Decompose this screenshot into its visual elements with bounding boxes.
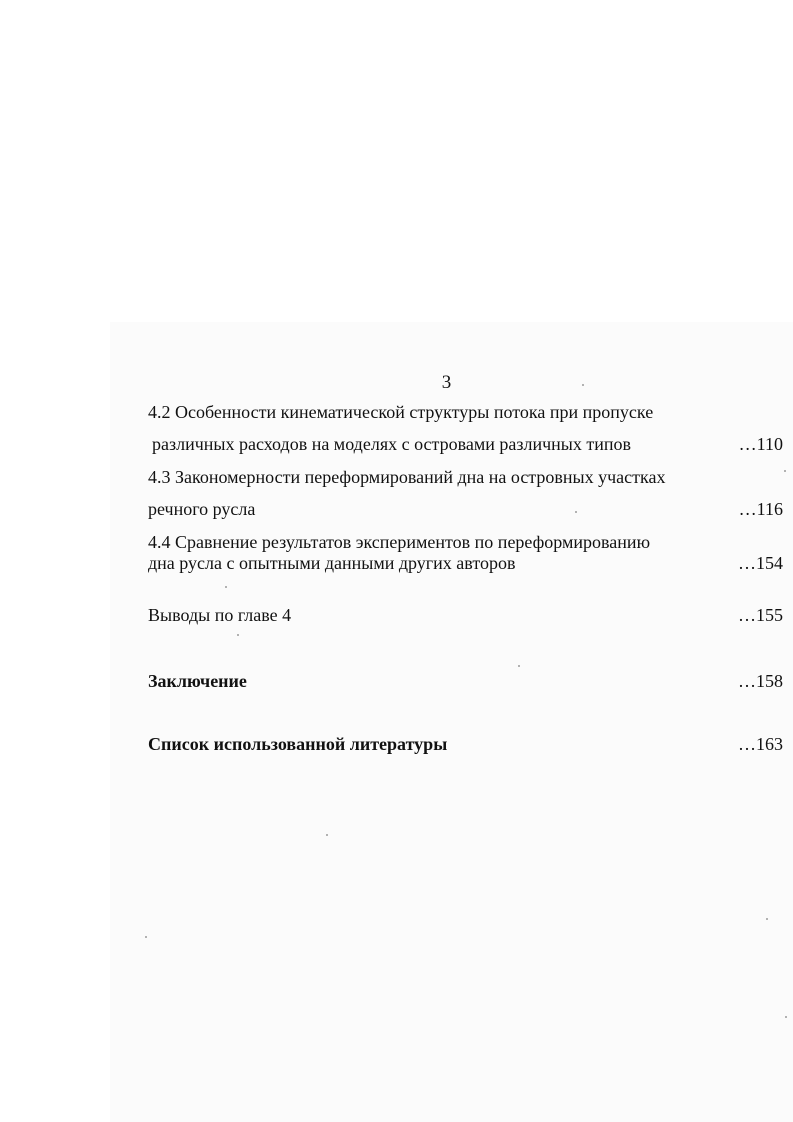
toc-entry-conclusions-ch4: Выводы по главе 4	[148, 605, 292, 625]
toc-entry-references-page: …163	[738, 734, 783, 754]
toc-entry-4-2-line-2: различных расходов на моделях с островами различных типов	[152, 434, 632, 454]
scan-speck	[575, 511, 577, 513]
toc-entry-conclusion: Заключение	[148, 671, 247, 691]
page-number: 3	[441, 372, 452, 393]
scan-speck	[237, 634, 239, 636]
toc-entry-4-3-line-2: речного русла	[148, 499, 256, 519]
toc-entry-conclusions-ch4-page: …155	[738, 605, 783, 625]
scan-speck	[145, 936, 147, 938]
toc-entry-4-4-line-2: дна русла с опытными данными других авторов	[148, 553, 516, 573]
toc-entry-4-3-line-1: 4.3 Закономерности переформирований дна на островных участках	[148, 467, 666, 487]
scan-speck	[785, 1016, 787, 1018]
scan-speck	[766, 918, 768, 920]
toc-entry-4-2-line-1: 4.2 Особенности кинематической структуры потока при пропуске	[148, 402, 654, 422]
toc-entry-4-4-page: …154	[738, 553, 783, 573]
scan-speck	[518, 665, 520, 667]
scan-speck	[784, 470, 786, 472]
toc-entry-conclusion-page: …158	[738, 671, 783, 691]
toc-entry-4-3-page: …116	[738, 499, 783, 519]
toc-entry-references: Список использованной литературы	[148, 734, 448, 754]
scan-speck	[582, 384, 584, 386]
toc-entry-4-2-page: …110	[738, 434, 783, 454]
scan-speck	[326, 834, 328, 836]
toc-entry-4-4-line-1: 4.4 Сравнение результатов экспериментов по переформированию	[148, 532, 651, 552]
scan-speck	[225, 586, 227, 588]
